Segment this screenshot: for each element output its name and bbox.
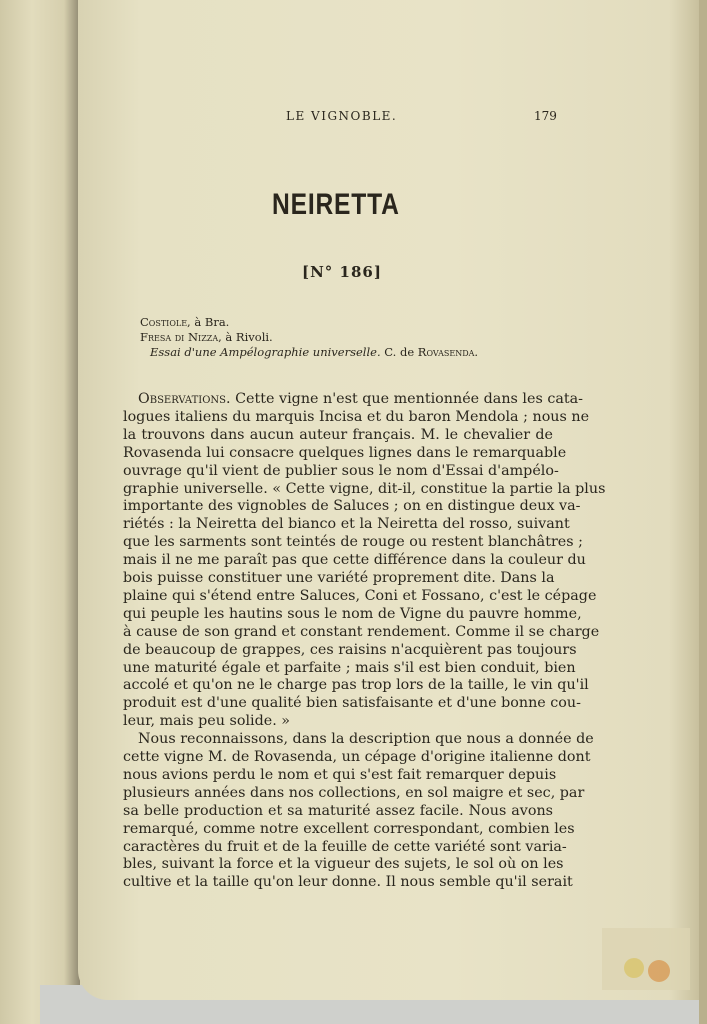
page-number: 179: [534, 109, 557, 123]
text-line: [138, 391, 583, 407]
line-text: de beaucoup de grappes, ces raisins n'acquièrent pas toujours: [123, 641, 577, 658]
text-line: [123, 766, 557, 783]
text-line: [138, 731, 594, 748]
text-line: [123, 838, 567, 855]
line-text: sa belle production et sa maturité assez facile. Nous avons: [123, 802, 553, 819]
entry-title: NEIRETTA: [272, 188, 400, 221]
source-text: C. de: [380, 345, 418, 359]
watermark-logo: [602, 928, 690, 990]
line-text: cultive et la taille qu'on leur donne. Il nous semble qu'il serait: [123, 874, 573, 891]
line-text: bois puisse constituer une variété proprement dite. Dans la: [123, 570, 555, 586]
text-line: [123, 677, 589, 694]
line-text: bles, suivant la force et la vigueur des sujets, le sol où on les: [123, 856, 564, 873]
line-text: caractères du fruit et de la feuille de cette variété sont varia-: [123, 838, 567, 855]
line-text: à cause de son grand et constant rendement. Comme il se charge: [123, 623, 600, 640]
text-line: [123, 820, 575, 837]
line-text: qui peuple les hautins sous le nom de Vigne du pauvre homme,: [123, 605, 582, 622]
text-line: [123, 713, 553, 729]
line-text: leur, mais peu solide. »: [123, 713, 291, 730]
text-line: [123, 408, 590, 425]
text-line: [123, 874, 573, 891]
line-text: nous avions perdu le nom et qui s'est fait remarquer depuis: [123, 766, 557, 783]
line-text: Cette vigne n'est que mentionnée dans les cata-: [230, 391, 583, 407]
text-line: [123, 427, 553, 443]
text-line: [123, 552, 586, 569]
entry-number: [N° 186]: [302, 263, 382, 281]
text-line: [123, 641, 577, 658]
line-text: accolé et qu'on ne le charge pas trop lors de la taille, le vin qu'il: [123, 677, 589, 694]
source-line: [150, 345, 478, 359]
source-place: , à Bra.: [187, 315, 230, 329]
line-text: logues italiens du marquis Incisa et du baron Mendola ; nous ne: [123, 408, 590, 425]
source-work: Essai d'une Ampélographie universelle.: [150, 345, 381, 359]
line-text: ouvrage qu'il vient de publier sous le nom d'Essai d'ampélo-: [123, 462, 559, 479]
line-text: plusieurs années dans nos collections, en sol maigre et sec, par: [123, 784, 585, 801]
line-text: riétés : la Neiretta del bianco et la Neiretta del rosso, suivant: [123, 516, 570, 533]
text-line: [123, 516, 570, 533]
line-text: la trouvons dans aucun auteur français. M. le chevalier de: [123, 426, 553, 443]
left-page-edge: [0, 0, 80, 1024]
line-text: Nous reconnaissons, dans la description que nous a donnée de: [138, 731, 594, 748]
text-line: [123, 659, 576, 676]
line-text: que les sarments sont teintés de rouge ou restent blanchâtres ;: [123, 534, 583, 551]
line-text: mais il ne me paraît pas que cette différence dans la couleur du: [123, 552, 586, 569]
line-text: Rovasenda lui consacre quelques lignes dans le remarquable: [123, 444, 567, 461]
page-edge: [699, 0, 707, 1024]
text-line: [123, 803, 553, 819]
source-place: , à Rivoli.: [218, 330, 273, 344]
text-line: [123, 856, 564, 873]
running-head: LE VIGNOBLE.: [286, 109, 398, 123]
fruit-icon: [624, 958, 644, 978]
text-line: [123, 534, 583, 551]
line-text: cette vigne M. de Rovasenda, un cépage d'origine italienne dont: [123, 749, 591, 765]
source-author: Rovasenda: [417, 345, 475, 359]
source-line: [140, 315, 229, 329]
fruit-icon: [648, 960, 670, 982]
source-line: [140, 330, 273, 344]
source-name: Costiole: [140, 315, 188, 329]
text-line: [123, 570, 553, 586]
text-line: [123, 749, 591, 765]
text-line: [123, 695, 581, 712]
line-text: remarqué, comme notre excellent correspondant, combien les: [123, 820, 575, 837]
source-text: .: [474, 345, 479, 359]
text-line: [123, 444, 567, 461]
line-text: produit est d'une qualité bien satisfaisante et d'une bonne cou-: [123, 695, 581, 712]
line-text: une maturité égale et parfaite ; mais s'il est bien conduit, bien: [123, 659, 576, 676]
line-text: importante des vignobles de Saluces ; on en distingue deux va-: [123, 498, 581, 515]
line-text: graphie universelle. « Cette vigne, dit-il, constitue la partie la plus: [123, 480, 606, 497]
text-line: [123, 605, 582, 622]
source-name: Fresa di Nizza: [140, 330, 219, 344]
text-line: [123, 498, 581, 515]
text-line: [123, 784, 585, 801]
text-line: [123, 462, 559, 479]
section-lead: Observations.: [138, 391, 231, 407]
text-line: [123, 587, 597, 604]
text-line: [123, 623, 600, 640]
text-line: [123, 480, 606, 497]
line-text: plaine qui s'étend entre Saluces, Coni et Fossano, c'est le cépage: [123, 587, 597, 604]
